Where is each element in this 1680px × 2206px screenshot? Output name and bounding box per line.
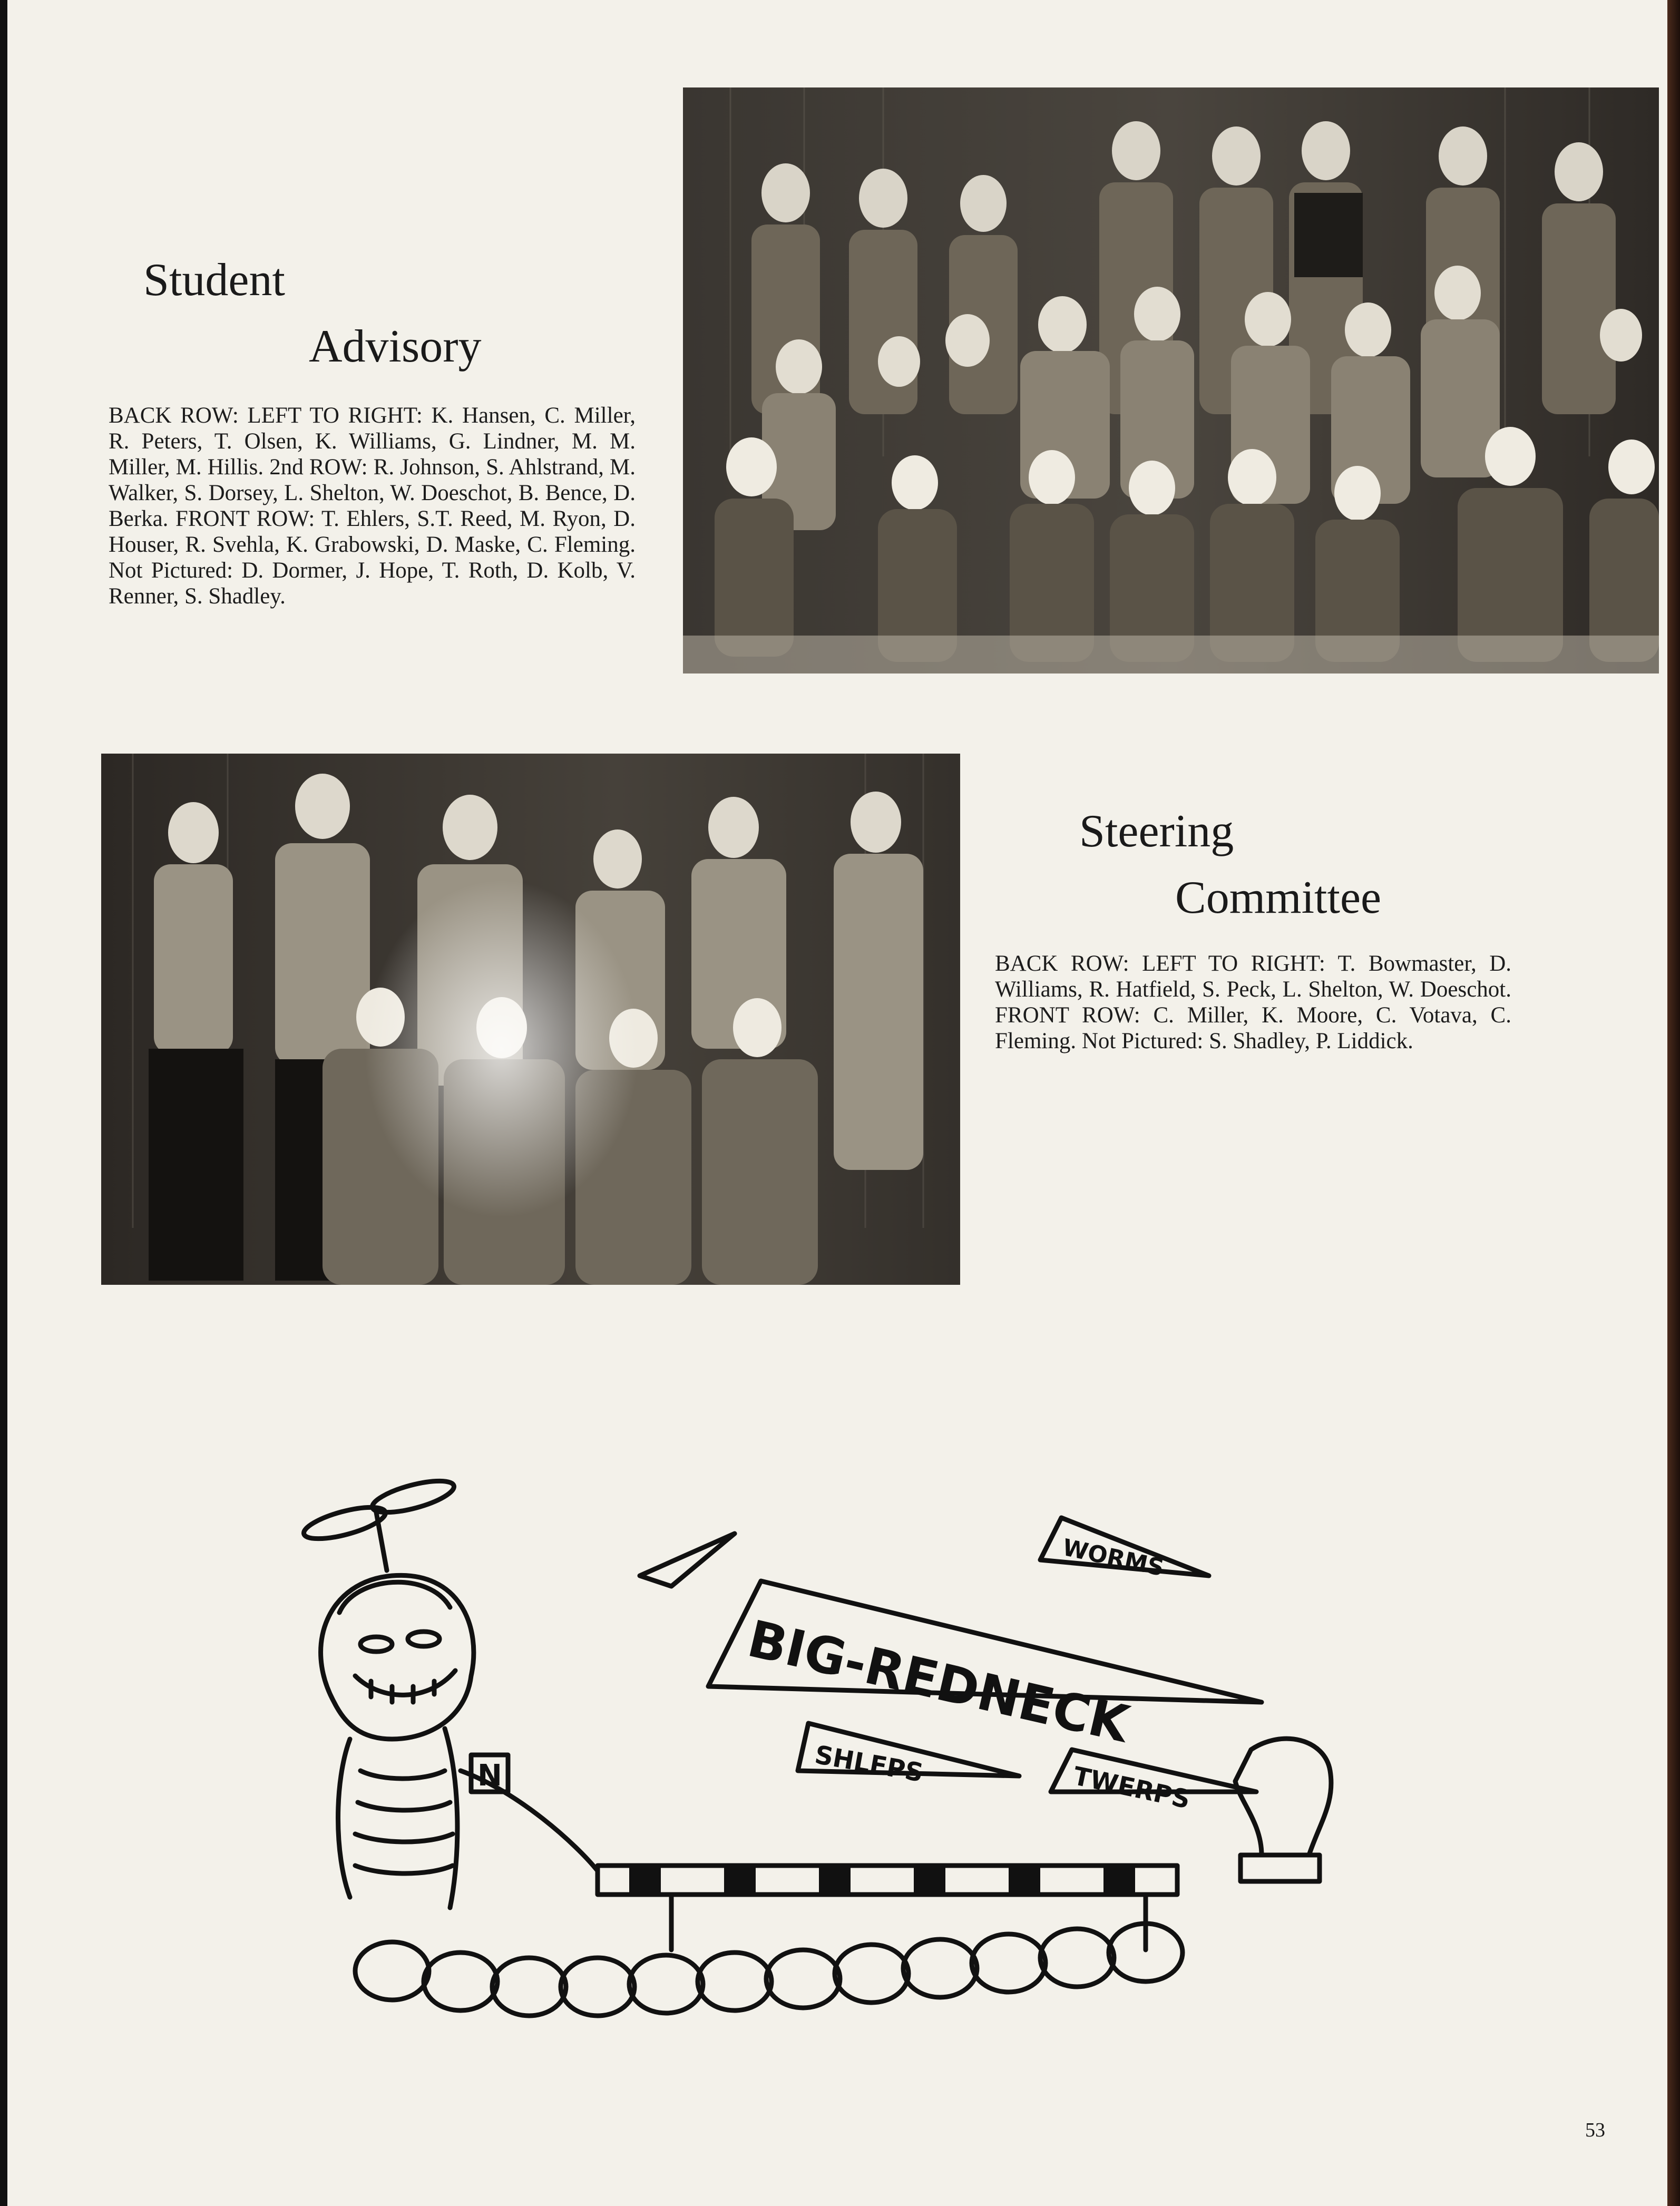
steering-committee-caption <box>995 951 1511 1054</box>
student-advisory-title-line1: Student <box>143 255 285 306</box>
yearbook-page <box>7 0 1667 2206</box>
steering-committee-caption-text: BACK ROW: LEFT TO RIGHT: T. Bowmaster, D. Williams, R. Hatfield, S. Peck, L. Shelton, W. Doeschot. FRONT ROW: C. Miller, K. Moore, C. Votava, C. Fleming. Not Pictured: S. Shadley, P. Liddick. <box>995 951 1511 1053</box>
book-edge <box>1667 0 1680 2206</box>
page-number: 53 <box>1585 2119 1605 2141</box>
student-advisory-caption-text: BACK ROW: LEFT TO RIGHT: K. Hansen, C. Miller, R. Peters, T. Olsen, K. Williams, G. Lindner, M. M. Miller, M. Hillis. 2nd ROW: R. Johnson, S. Ahlstrand, M. Walker, S. Dorsey, L. Shelton, W. Doeschot, B. Bence, D. Berka. FRONT ROW: T. Ehlers, S.T. Reed, M. Ryon, D. Houser, R. Svehla, K. Grabowski, D. Maske, C. Fleming. Not Pictured: D. Dormer, J. Hope, T. Roth, D. Kolb, V. Renner, S. Shadley. <box>109 403 636 609</box>
sweater-letter: N <box>477 1759 502 1793</box>
pennant-big-redneck: BIG-REDNECK <box>742 1609 1135 1754</box>
steering-committee-title-line2: Committee <box>1175 872 1382 923</box>
student-advisory-caption <box>109 403 636 609</box>
steering-committee-title-line1: Steering <box>1079 806 1234 857</box>
steering-committee-photo <box>101 754 960 1285</box>
worm-mascot-cartoon <box>271 1455 1430 2066</box>
student-advisory-photo <box>683 87 1659 673</box>
pennant-shleps: SHLEPS <box>812 1740 926 1788</box>
pennant-twerps: TWERPS <box>1070 1761 1193 1815</box>
pennant-worms: WORMS <box>1060 1534 1167 1582</box>
student-advisory-title-line2: Advisory <box>309 321 482 372</box>
